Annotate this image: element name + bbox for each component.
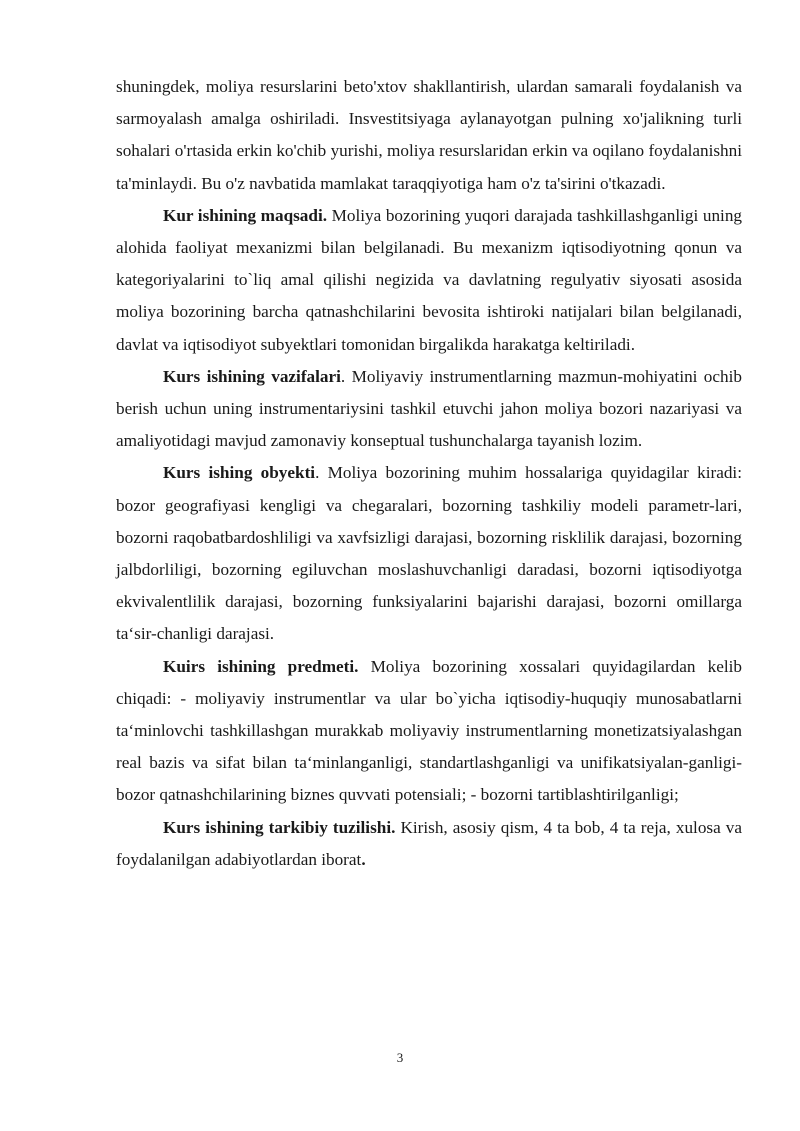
paragraph-text: Kirish, asosiy qism, 4 ta bob, 4 ta reja, xulosa va foydalanilgan adabiyotlardan iborat xyxy=(116,817,742,869)
paragraph-object xyxy=(116,457,742,650)
paragraph-intro-continuation xyxy=(116,71,742,200)
page-body xyxy=(116,71,742,876)
paragraph-text: . Moliyaviy instrumentlarning mazmun-mohiyatini ochib berish uchun uning instrumentariysini tashkil etuvchi jahon moliya bozori nazariyasi va amaliyotidagi mavjud zamonaviy konseptual tushunchalarga tayanish lozim. xyxy=(116,366,742,451)
paragraph-goal xyxy=(116,200,742,361)
paragraph-text: . Moliya bozorining muhim hossalariga quyidagilar kiradi: bozor geografiyasi kengligi va chegaralari, bozorning tashkiliy modeli parametr-lari, bozorni raqobatbardoshliligi va xavfsizligi darajasi, bozorning risklilik darajasi, bozorning jalbdorliligi, bozorning egiluvchan moslashuvchanligi daradasi, bozorni iqtisodiyotga ekvivalentlilik darajasi, bozorning funksiyalarini bajarishi darajasi, bozorni omillarga ta‘sir-chanligi darajasi. xyxy=(116,463,742,644)
paragraph-heading: Kurs ishining vazifalari xyxy=(163,366,341,386)
paragraph-closing-period: . xyxy=(361,849,366,869)
paragraph-text: shuningdek, moliya resurslarini beto'xtov shakllantirish, ulardan samarali foydalanish va sarmoyalash amalga oshiriladi. Insvestitsiyaga aylanayotgan pulning xo'jalikning turli sohalari o'rtasida erkin ko'chib yurishi, moliya resurslaridan erkin va oqilano foydalanishni ta'minlaydi. Bu o'z navbatida mamlakat taraqqiyotiga ham o'z ta'sirini o'tkazadi. xyxy=(116,77,742,193)
page-number: 3 xyxy=(396,1050,404,1065)
paragraph-structure xyxy=(116,812,742,876)
paragraph-text: Moliya bozorining yuqori darajada tashkillashganligi uning alohida faoliyat mexanizmi bilan belgilanadi. Bu mexanizm iqtisodiyotning qonun va kategoriyalarini to`liq amal qilishi negizida va davlatning regulyativ siyosati asosida moliya bozorining barcha qatnashchilarini bevosita ishtiroki natijalari bilan belgilanadi, davlat va iqtisodiyot subyektlari tomonidan birgalikda harakatga keltiriladi. xyxy=(116,205,743,354)
paragraph-heading: Kurs ishing obyekti xyxy=(163,463,316,483)
paragraph-heading: Kurs ishining tarkibiy tuzilishi. xyxy=(163,817,396,837)
paragraph-subject xyxy=(116,651,742,812)
paragraph-text: Moliya bozorining xossalari quyidagilardan kelib chiqadi: - moliyaviy instrumentlar va ular bo`yicha iqtisodiy-huquqiy munosabatlarni ta‘minlovchi tashkillashgan murakkab moliyaviy instrumentlarning monetizatsiyalashgan real bazis va sifat bilan ta‘minlanganligi, standartlashganligi va unifikatsiyalan-ganligi- bozor qatnashchilarining biznes quvvati potensiali; - bozorni tartiblashtirilganligi; xyxy=(116,656,742,805)
paragraph-heading: Kur ishining maqsadi. xyxy=(163,205,328,225)
paragraph-tasks xyxy=(116,361,742,458)
paragraph-heading: Kuirs ishining predmeti. xyxy=(163,656,359,676)
